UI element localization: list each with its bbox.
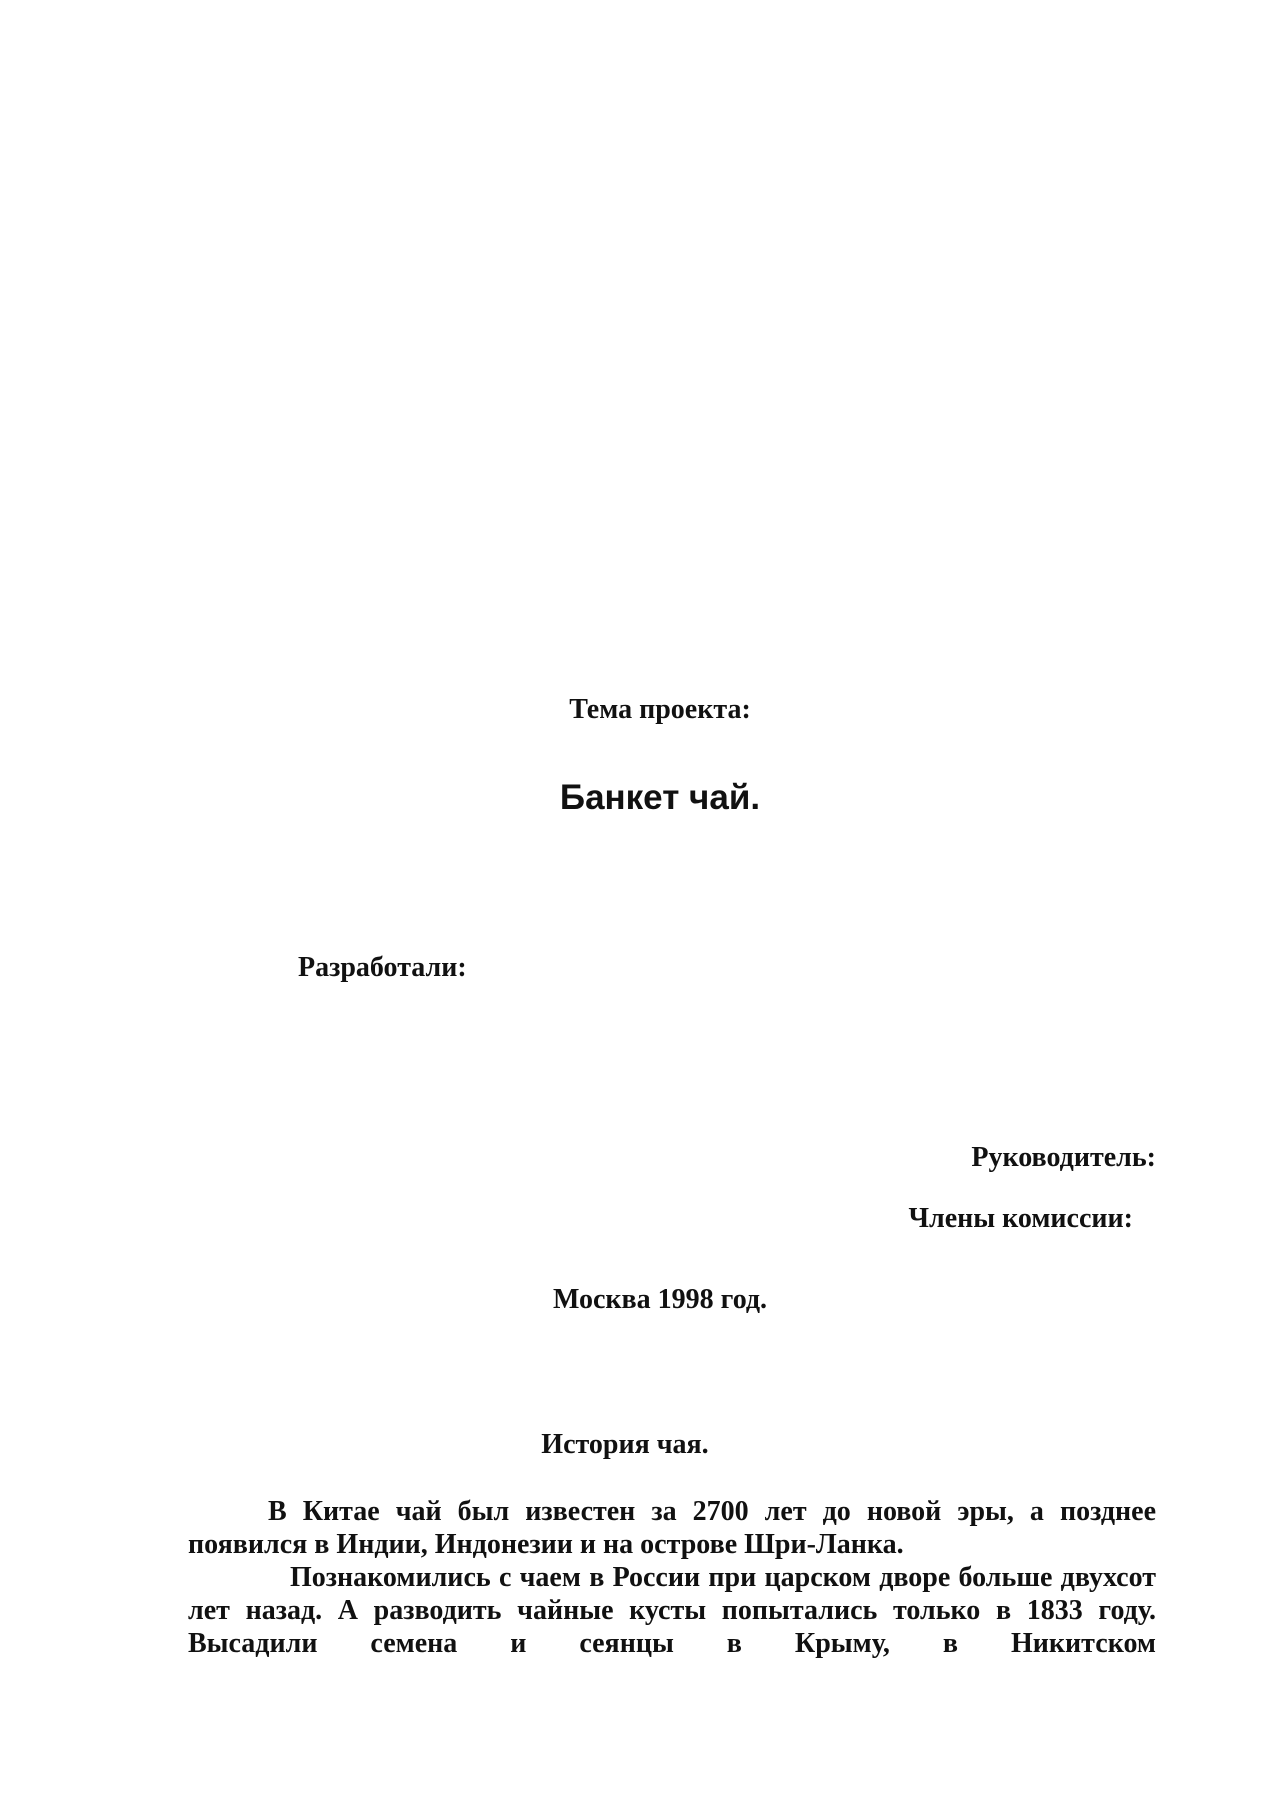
paragraph: В Китае чай был известен за 2700 лет до новой эры, а позднее появился в Индии, Индонезии и на острове Шри-Ланка.	[188, 1496, 1156, 1560]
project-theme-label: Тема проекта:	[569, 694, 751, 725]
developers-label: Разработали:	[298, 952, 467, 983]
paragraph: Познакомились с чаем в России при царском дворе больше двухсот лет назад. А разводить чайные кусты попытались только в 1833 году. Высадили семена и сеянцы в Крыму, в Никитском	[188, 1562, 1156, 1659]
project-title: Банкет чай.	[559, 778, 761, 817]
commission-members-label: Члены комиссии:	[908, 1203, 1133, 1234]
supervisor-label: Руководитель:	[971, 1142, 1156, 1173]
section-heading: История чая.	[541, 1429, 709, 1460]
city-year: Москва 1998 год.	[552, 1284, 768, 1315]
